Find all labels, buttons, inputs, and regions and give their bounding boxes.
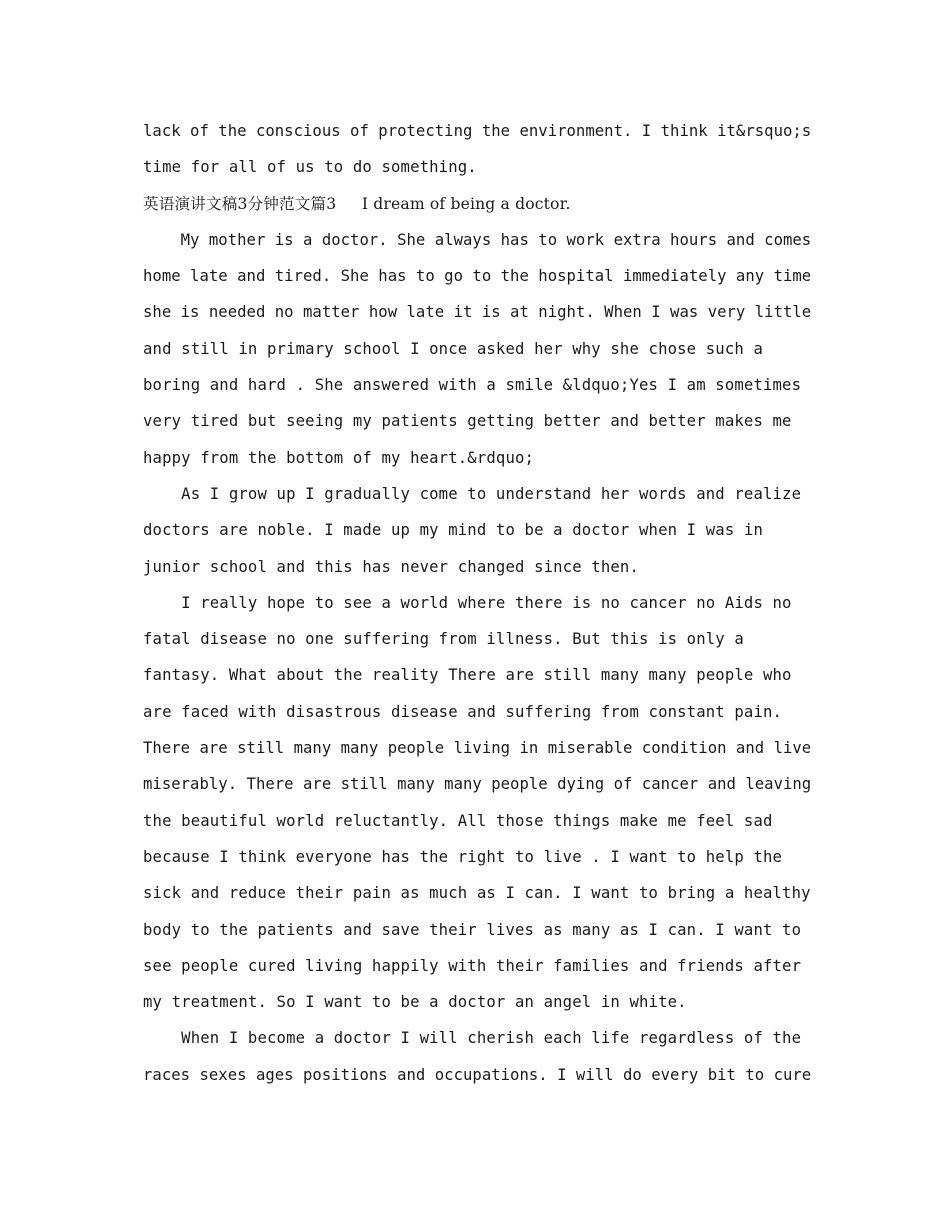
paragraph-start: I really hope to see a world where there is no cancer no Aids no [143,593,792,612]
text-line: very tired but seeing my patients getting better and better makes me [143,412,792,431]
text-line: my treatment. So I want to be a doctor an angel in white. [143,993,687,1012]
text-line: boring and hard . She answered with a smile &ldquo;Yes I am sometimes [143,376,802,395]
paragraph-start: When I become a doctor I will cherish each life regardless of the [143,1029,802,1048]
text-line: fatal disease no one suffering from illness. But this is only a [143,630,744,649]
section-heading: 英语演讲文稿3分钟范文篇3 I dream of being a doctor. [143,194,571,213]
text-line: races sexes ages positions and occupations. I will do every bit to cure [143,1065,812,1084]
text-line: junior school and this has never changed since then. [143,557,639,576]
document-page [143,113,811,1093]
text-line: home late and tired. She has to go to the hospital immediately any time [143,267,812,286]
text-line: There are still many many people living in miserable condition and live [143,739,812,758]
text-line: lack of the conscious of protecting the environment. I think it&rsquo;s [143,122,812,140]
text-line: see people cured living happily with their families and friends after [143,956,802,975]
text-line: doctors are noble. I made up my mind to be a doctor when I was in [143,521,763,540]
text-line: miserably. There are still many many people dying of cancer and leaving [143,775,812,794]
text-line: she is needed no matter how late it is at night. When I was very little [143,303,812,322]
text-line: sick and reduce their pain as much as I can. I want to bring a healthy [143,884,811,903]
text-line: and still in primary school I once asked her why she chose such a [143,339,763,358]
paragraph-start: My mother is a doctor. She always has to work extra hours and comes [143,230,812,249]
text-line: the beautiful world reluctantly. All those things make me feel sad [143,811,773,830]
text-line: time for all of us to do something. [143,158,477,177]
text-line: happy from the bottom of my heart.&rdquo; [143,448,535,467]
paragraph-start: As I grow up I gradually come to understand her words and realize [143,484,802,503]
text-line: fantasy. What about the reality There are still many many people who [143,666,792,685]
text-line: are faced with disastrous disease and suffering from constant pain. [143,702,783,721]
text-line: body to the patients and save their lives as many as I can. I want to [143,920,802,939]
text-line: because I think everyone has the right to live . I want to help the [143,847,783,866]
